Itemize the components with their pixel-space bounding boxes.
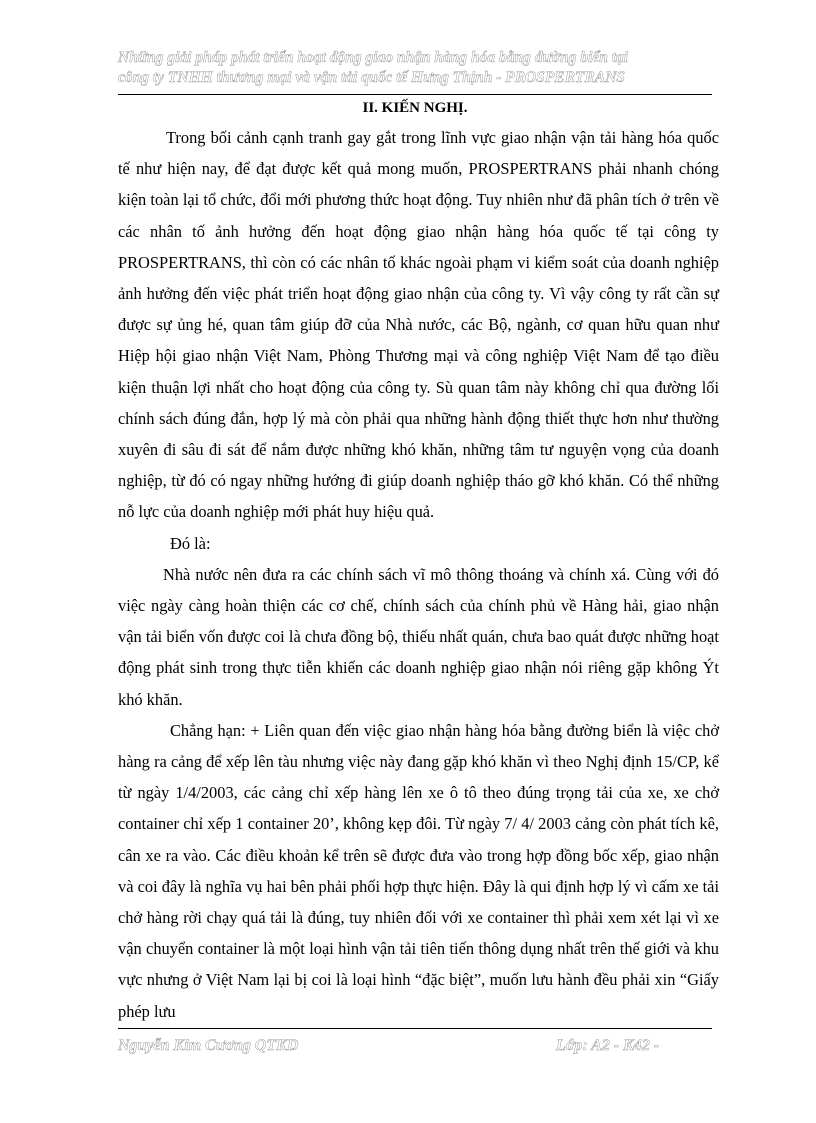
footer-class-info: Lớp: A2 - K42 - <box>556 1037 660 1054</box>
section-heading: II. KIẾN NGHỊ. <box>362 100 468 116</box>
header-title-line-2: công ty TNHH thương mại và vận tải quốc tế Hưng Thịnh - PROSPERTRANS <box>118 69 626 86</box>
header-title-line-1: Những giải pháp phát triển hoạt động giao nhận hàng hóa bằng đường biển tại <box>118 49 629 66</box>
paragraph-example: Chẳng hạn: + Liên quan đến việc giao nhận hàng hóa bằng đường biển là việc chở hàng ra cảng để xếp lên tàu nhưng việc này đang gặp khó khăn vì theo Nghị định 15/CP, kể từ ngày 1/4/2003, các cảng chỉ xếp hàng lên xe ô tô theo đúng trọng tải của xe, xe chở container chỉ xếp 1 container 20’, không kẹp đôi. Từ ngày 7/ 4/ 2003 cảng còn phát tích kê, cân xe ra vào. Các điều khoản kể trên sẽ được đưa vào trong hợp đồng bốc xếp, giao nhận và coi đây là nghĩa vụ hai bên phải phối hợp thực hiện. Đây là qui định hợp lý vì cấm xe tải chở hàng rời chạy quá tải là đúng, tuy nhiên đối với xe container thì phải xem xét lại vì xe vận chuyển container là một loại hình vận tải tiên tiến thông dụng nhất trên thế giới và khu vực nhưng ở Việt Nam lại bị coi là loại hình “đặc biệt”, muốn lưu hành đều phải xin “Giấy phép lưu <box>118 720 719 1021</box>
footer-divider <box>118 1028 712 1029</box>
paragraph-policy: Nhà nước nên đưa ra các chính sách vĩ mô thông thoáng và chính xá. Cùng với đó việc ngày càng hoàn thiện các cơ chế, chính sách của chính phủ về Hàng hải, giao nhận vận tải biển vốn được coi là chưa đồng bộ, thiếu nhất quán, chưa bao quát được những hoạt động phát sinh trong thực tiễn khiến các doanh nghiệp giao nhận nói riêng gặp không Ýt khó khăn. <box>118 564 719 709</box>
header-divider <box>118 94 712 95</box>
document-body <box>118 122 719 1027</box>
paragraph-intro: Đó là: <box>170 533 211 553</box>
paragraph-context: Trong bối cảnh cạnh tranh gay gắt trong lĩnh vực giao nhận vận tải hàng hóa quốc tế như hiện nay, để đạt được kết quả mong muốn, PROSPERTRANS phải nhanh chóng kiện toàn lại tổ chức, đổi mới phương thức hoạt động. Tuy nhiên như đã phân tích ở trên về các nhân tố ảnh hưởng đến hoạt động giao nhận hàng hóa quốc tế tại công ty PROSPERTRANS, thì còn có các nhân tố khác ngoài phạm vi kiểm soát của doanh nghiệp ảnh hưởng đến việc phát triển hoạt động giao nhận của công ty. Vì vậy công ty rất cần sự được sự ủng hé, quan tâm giúp đỡ của Nhà nước, các Bộ, ngành, cơ quan hữu quan như Hiệp hội giao nhận Việt Nam, Phòng Thương mại và công nghiệp Việt Nam để tạo điều kiện thuận lợi nhất cho hoạt động của công ty. Sù quan tâm này không chỉ qua đường lối chính sách đúng đắn, hợp lý mà còn phải qua những hành động thiết thực hơn như thường xuyên đi sâu đi sát để nắm được những khó khăn, những tâm tư nguyện vọng của doanh nghiệp, từ đó có ngay những hướng đi giúp doanh nghiệp tháo gỡ khó khăn. Có thể những nỗ lực của doanh nghiệp mới phát huy hiệu quả. <box>118 128 719 522</box>
running-header <box>118 48 712 88</box>
footer-author: Nguyễn Kim Cương QTKD <box>118 1037 299 1054</box>
